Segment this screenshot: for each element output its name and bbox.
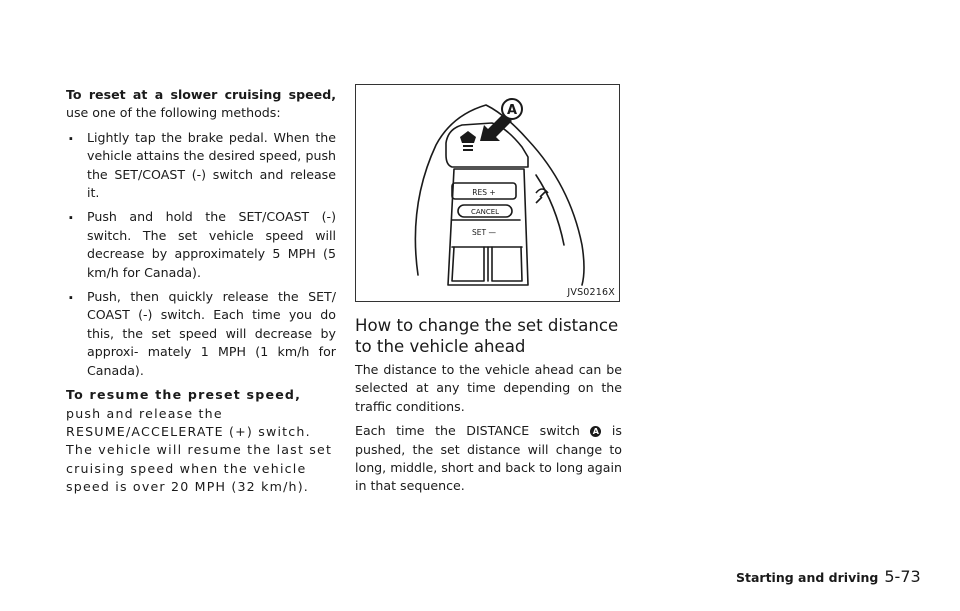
distance-paragraph-1: The distance to the vehicle ahead can be selected at any time depending on the traffic conditions. — [355, 362, 622, 414]
list-item: . Lightly tap the brake pedal. When the vehicle attains the desired speed, push the SET/COAST (-) switch and release it. — [66, 129, 336, 203]
set-switch-label: SET — — [472, 228, 496, 237]
distance-text-b: is pushed, the set distance will change to long, middle, short and back to long again in that sequence. — [355, 423, 622, 494]
section-name: Starting and driving — [736, 570, 879, 585]
list-item: . Push and hold the SET/COAST (-) switch. The set vehicle speed will decrease by approximately 5 MPH (5 km/h for Canada). — [66, 208, 336, 282]
slower-speed-lead: To reset at a slower cruising speed, — [66, 87, 336, 102]
resume-text: push and release the RESUME/ACCELERATE (+) switch. The vehicle will resume the last set cruising speed when the vehicle speed is over 20 MPH (32 km/h). — [66, 405, 333, 495]
resume-lead: To resume the preset speed, — [66, 387, 302, 403]
steering-switch-illustration — [356, 85, 619, 301]
figure-code: JVS0216X — [567, 287, 615, 298]
cruise-icon — [536, 189, 548, 203]
cancel-switch-label: CANCEL — [470, 208, 500, 216]
callout-a-label: A — [506, 103, 518, 118]
section-heading: How to change the set distance to the vehicle ahead — [355, 316, 619, 356]
list-item: . Push, then quickly release the SET/ COAST (-) switch. Each time you do this, the set speed will decrease by approxi- mately 1 MPH (1 km/h for Canada). — [66, 288, 336, 380]
distance-paragraph-2 — [355, 422, 622, 496]
methods-list — [66, 129, 336, 380]
distance-text-a: Each time the DISTANCE switch — [355, 423, 591, 439]
distance-switch-icon — [460, 131, 476, 151]
page-footer — [736, 567, 921, 586]
res-switch-label: RES + — [472, 188, 496, 197]
page-number: 5-73 — [884, 567, 921, 586]
resume-paragraph — [66, 386, 336, 496]
slower-speed-text: use one of the following methods: — [66, 105, 281, 121]
left-column — [66, 86, 336, 503]
steering-switch-figure — [355, 84, 620, 302]
callout-a-inline: A — [590, 426, 601, 437]
slower-speed-paragraph — [66, 86, 336, 123]
right-column — [355, 84, 622, 502]
